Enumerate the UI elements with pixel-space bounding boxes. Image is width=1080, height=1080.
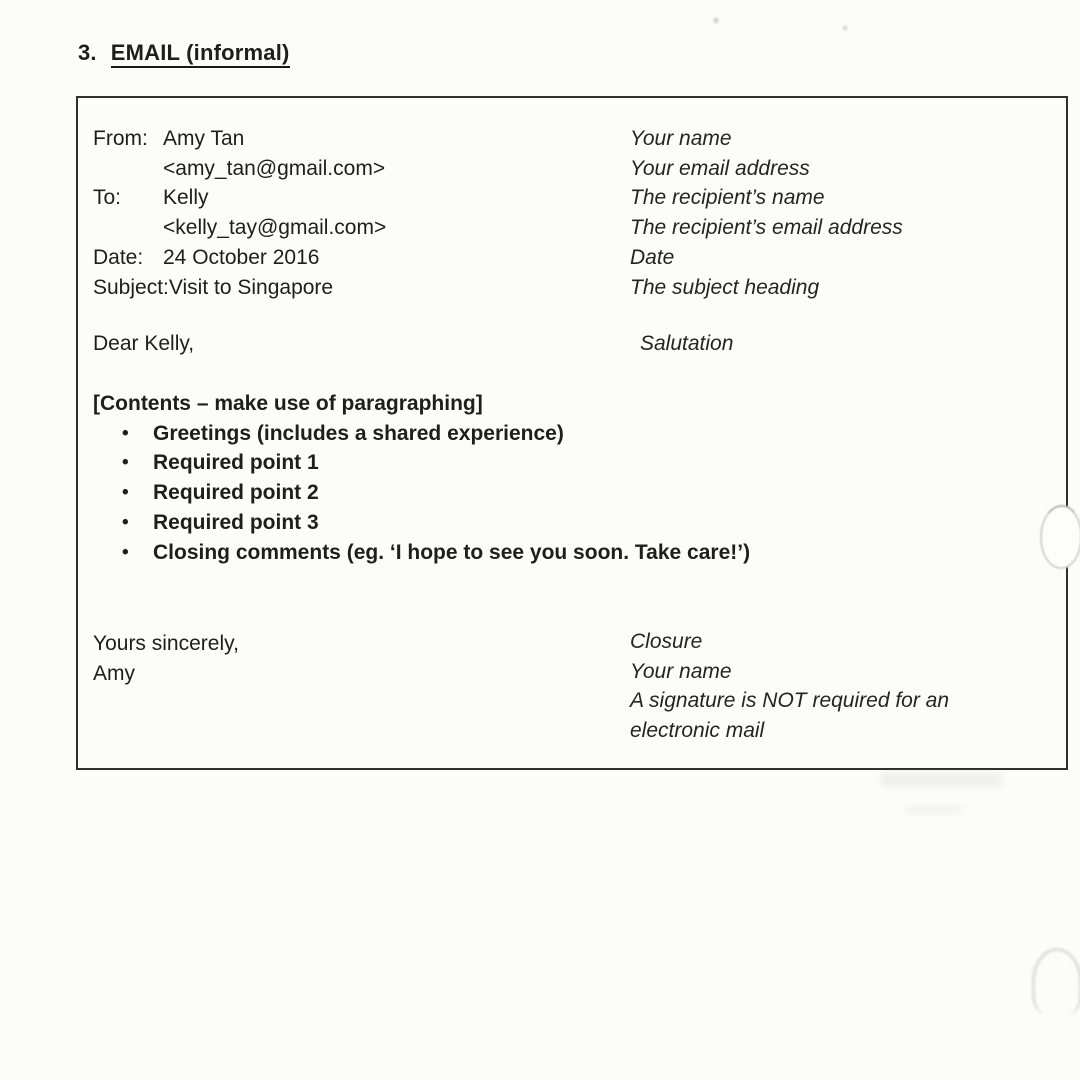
email-header-row-from: [93, 124, 1062, 154]
closing-annotation-line: A signature is NOT required for an: [630, 689, 950, 713]
bleed-through-ghost: [880, 772, 1002, 787]
section-heading: [78, 40, 290, 66]
list-item-text: Greetings (includes a shared experience): [153, 421, 564, 445]
salutation-text: Dear Kelly,: [93, 332, 195, 355]
email-header-row-to-address: [93, 213, 1062, 243]
email-header-row-to: [93, 183, 1062, 213]
list-item-text: Closing comments (eg. ‘I hope to see you soon. Take care!’): [153, 540, 751, 564]
field-value: 24 October 2016: [163, 245, 320, 269]
binder-arc-mark: [1032, 948, 1080, 1015]
closing-annotation-line: Your name: [630, 659, 732, 683]
bleed-through-ghost: [905, 805, 963, 815]
section-title: EMAIL (informal): [111, 40, 290, 68]
list-item: [93, 538, 750, 568]
field-value: <kelly_tay@gmail.com>: [163, 216, 387, 240]
field-annotation: The subject heading: [630, 275, 820, 299]
email-header-row-from-address: [93, 154, 1062, 184]
field-annotation: Your name: [630, 127, 732, 150]
list-item-text: Required point 3: [153, 510, 319, 534]
scan-speck: [843, 26, 847, 30]
field-annotation: Your email address: [630, 156, 810, 180]
list-item: [93, 419, 750, 449]
bullet-icon: •: [122, 541, 129, 563]
binder-hole-mark: [1040, 505, 1080, 569]
list-item-text: Required point 1: [153, 451, 319, 475]
list-item: [93, 478, 750, 508]
contents-heading: [Contents – make use of paragraphing]: [93, 392, 483, 415]
closing-annotation-line: electronic mail: [630, 719, 765, 743]
field-label: Subject:: [93, 275, 169, 299]
field-label: From:: [93, 127, 148, 150]
signature-name: Amy: [93, 661, 135, 685]
email-header-row-date: [93, 243, 1062, 273]
field-annotation: The recipient’s email address: [630, 216, 903, 240]
field-value: Amy Tan: [163, 127, 245, 150]
field-label: Date:: [93, 245, 144, 269]
salutation-row: [93, 329, 1062, 359]
field-annotation: Date: [630, 245, 675, 269]
field-label: To:: [93, 186, 122, 210]
field-label: [93, 213, 163, 243]
closing-annotation-line: Closure: [630, 630, 703, 653]
closing-annotations: [630, 627, 949, 746]
bullet-icon: •: [122, 482, 129, 504]
bullet-icon: •: [122, 511, 129, 533]
closing-block: [93, 629, 239, 688]
field-value: Kelly: [163, 186, 209, 210]
salutation-annotation: Salutation: [640, 332, 734, 355]
field-annotation: The recipient’s name: [630, 186, 825, 210]
email-header-block: [93, 124, 1062, 302]
email-example-box: [76, 96, 1068, 770]
email-header-row-subject: [93, 273, 1062, 303]
scan-speck: [714, 18, 718, 23]
closure-text: Yours sincerely,: [93, 632, 239, 655]
field-value: Visit to Singapore: [168, 275, 334, 299]
bullet-icon: •: [122, 452, 129, 474]
list-item: [93, 508, 750, 538]
contents-block: [93, 389, 750, 567]
list-item-text: Required point 2: [153, 481, 319, 505]
list-item: [93, 448, 750, 478]
section-number: 3.: [78, 40, 97, 65]
field-value: <amy_tan@gmail.com>: [163, 156, 386, 180]
bullet-icon: •: [122, 422, 129, 444]
field-label: [93, 154, 163, 184]
